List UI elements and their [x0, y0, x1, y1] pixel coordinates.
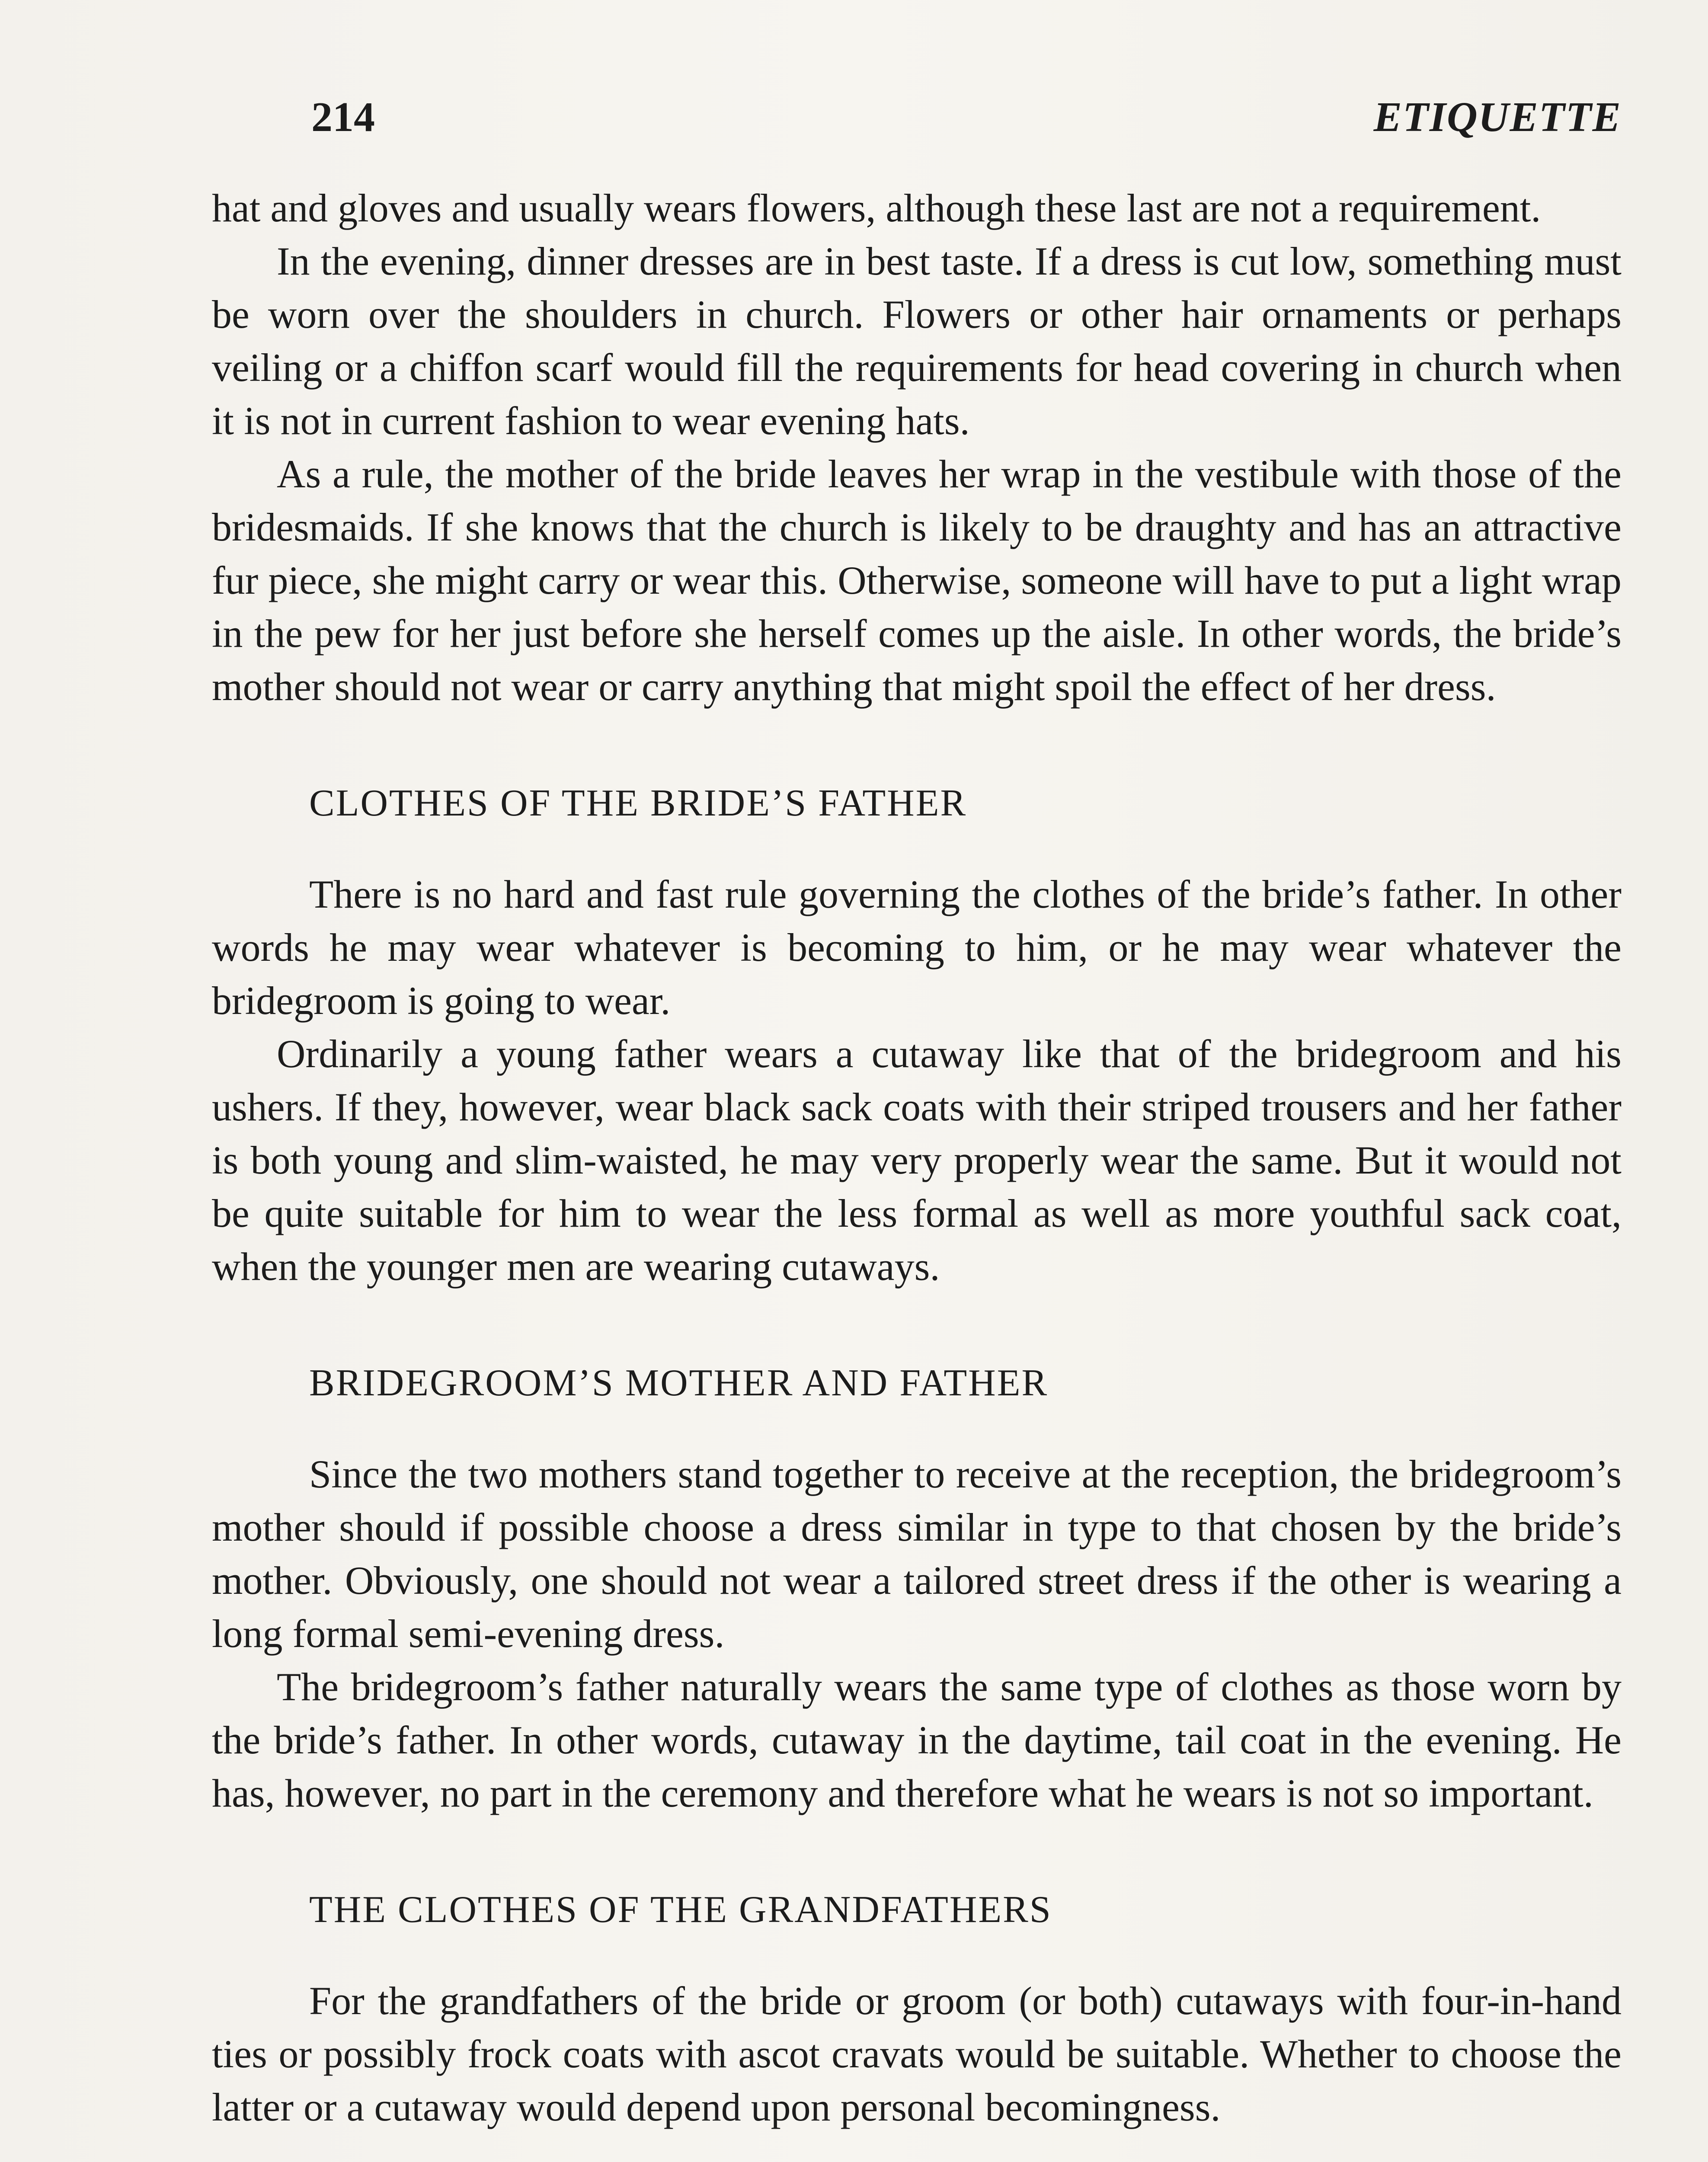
- paragraph: As a rule, the mother of the bride leaves her wrap in the vestibule with those of the bridesmaids. If she knows that the church is likely to be draughty and has an attractive fur piece, she might carry or wear this. Otherwise, someone will have to put a light wrap in the pew for her just before she herself comes up the aisle. In other words, the bride’s mother should not wear or carry anything that might spoil the effect of her dress.: [212, 452, 1622, 709]
- page-number: 214: [311, 94, 375, 141]
- paragraph: hat and gloves and usually wears flowers, although these last are not a requirement.: [212, 186, 1541, 230]
- paragraph: Ordinarily a young father wears a cutaway like that of the bridegroom and his ushers. If they, however, wear black sack coats with their striped trousers and her father is both young and slim-waisted, he may very properly wear the same. But it would not be quite suitable for him to wear the less formal as well as more youthful sack coat, when the younger men are wearing cutaways.: [212, 1032, 1622, 1289]
- paragraph: The bridegroom’s father naturally wears the same type of clothes as those worn by the bride’s father. In other words, cutaway in the daytime, tail coat in the evening. He has, however, no part in the ceremony and therefore what he wears is not so important.: [212, 1665, 1622, 1815]
- section-heading-brides-father: CLOTHES OF THE BRIDE’S FATHER: [309, 782, 967, 824]
- paragraph: Since the two mothers stand together to receive at the reception, the bridegroom’s mother should if possible choose a dress similar in type to that chosen by the bride’s mother. Obviously, one should not wear a tailored street dress if the other is wearing a long formal semi-evening dress.: [212, 1452, 1622, 1656]
- paragraph: In the evening, dinner dresses are in best taste. If a dress is cut low, something must be worn over the shoulders in church. Flowers or other hair ornaments or perhaps veiling or a chiffon scarf would fill the requirements for head covering in church when it is not in current fashion to wear evening hats.: [212, 239, 1622, 443]
- paragraph: There is no hard and fast rule governing the clothes of the bride’s father. In other words he may wear whatever is becoming to him, or he may wear whatever the bridegroom is going to wear.: [212, 872, 1622, 1023]
- page-body: [212, 182, 1622, 2134]
- running-head: ETIQUETTE: [1373, 94, 1622, 141]
- section-heading-grandfathers: THE CLOTHES OF THE GRANDFATHERS: [309, 1889, 1052, 1931]
- page-header: [214, 93, 1622, 166]
- paragraph: For the grandfathers of the bride or groom (or both) cutaways with four-in-hand ties or possibly frock coats with ascot cravats would be suitable. Whether to choose the latter or a cutaway would depend upon personal becomingness.: [212, 1979, 1622, 2129]
- section-heading-groom-parents: BRIDEGROOM’S MOTHER AND FATHER: [309, 1362, 1049, 1404]
